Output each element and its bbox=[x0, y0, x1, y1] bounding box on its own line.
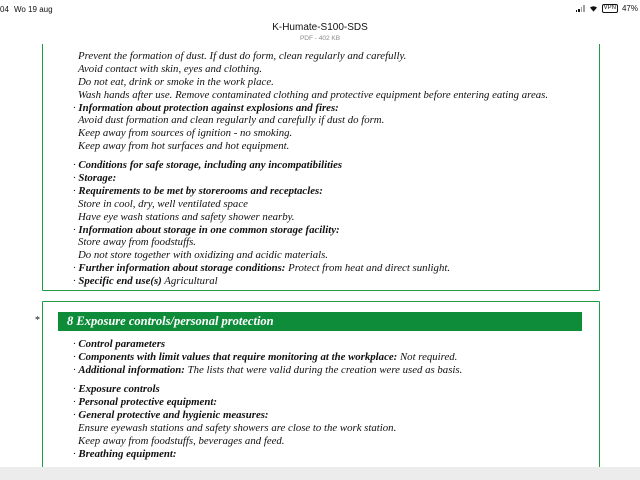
status-bar bbox=[0, 0, 640, 18]
section-7-line: · Specific end use(s) Agricultural bbox=[73, 275, 218, 287]
section-7-line bbox=[78, 114, 384, 126]
section-7-label: Specific end use(s) bbox=[78, 275, 162, 287]
wifi-icon bbox=[589, 5, 598, 12]
section-8-text: Not required. bbox=[397, 351, 458, 363]
section-8-text: The lists that were valid during the creation were used as basis. bbox=[184, 364, 463, 376]
section-7-text: Wash hands after use. Remove contaminated clothing and protective equipment before entering eating areas. bbox=[78, 89, 549, 101]
status-indicators bbox=[576, 4, 638, 13]
status-time: 04 bbox=[0, 5, 9, 14]
section-7-line bbox=[78, 249, 328, 261]
section-7-text: Avoid dust formation and clean regularly and carefully if dust do form. bbox=[78, 114, 385, 126]
section-7-text: Agricultural bbox=[161, 275, 218, 287]
section-7-line bbox=[78, 76, 274, 88]
section-7-line: · Conditions for safe storage, including any incompatibilities bbox=[73, 159, 343, 171]
section-7-label: Further information about storage conditions: bbox=[78, 262, 286, 274]
section-7-text: Have eye wash stations and safety shower nearby. bbox=[78, 211, 295, 223]
section-7-line bbox=[78, 198, 248, 210]
document-meta: PDF - 402 KB bbox=[299, 35, 341, 42]
section-8-line: · Components with limit values that require monitoring at the workplace: Not required. bbox=[73, 351, 458, 363]
battery-percentage: 47% bbox=[621, 4, 638, 13]
section-7-text: Do not eat, drink or smoke in the work place. bbox=[78, 76, 274, 88]
section-8-line: · Personal protective equipment: bbox=[73, 396, 217, 408]
section-7-text: Store away from foodstuffs. bbox=[78, 236, 196, 248]
section-8-label: Personal protective equipment: bbox=[78, 396, 217, 408]
vpn-badge: VPN bbox=[603, 5, 616, 11]
section-7-line bbox=[78, 63, 262, 75]
section-7-line bbox=[78, 140, 289, 152]
section-7-label: Information about storage in one common storage facility: bbox=[78, 224, 340, 236]
document-title: K-Humate-S100-SDS bbox=[272, 22, 368, 33]
section-8-line: · General protective and hygienic measures: bbox=[73, 409, 269, 421]
section-7-line: · Information about storage in one common storage facility: bbox=[73, 224, 340, 236]
section-7-line bbox=[78, 236, 196, 248]
section-7-line: · Further information about storage conditions: Protect from heat and direct sunlight. bbox=[73, 262, 451, 274]
section-8-label: Additional information: bbox=[78, 364, 185, 376]
section-7-text: Store in cool, dry, well ventilated space bbox=[78, 198, 248, 210]
section-8-text: Keep away from foodstuffs, beverages and feed. bbox=[78, 435, 285, 447]
section-8-label: Components with limit values that require monitoring at the workplace: bbox=[78, 351, 398, 363]
section-7-line: · Information about protection against explosions and fires: bbox=[73, 102, 339, 114]
section-8-line: · Control parameters bbox=[73, 338, 166, 350]
cellular-signal-icon bbox=[576, 5, 585, 12]
section-8-heading: 8 Exposure controls/personal protection bbox=[58, 312, 582, 331]
section-7-label: Requirements to be met by storerooms and receptacles: bbox=[78, 185, 323, 197]
section-7-text: Prevent the formation of dust. If dust do form, clean regularly and carefully. bbox=[78, 50, 407, 62]
section-8-line: · Exposure controls bbox=[73, 383, 160, 395]
section-8-text: Ensure eyewash stations and safety showers are close to the work station. bbox=[78, 422, 397, 434]
section-7-line: · Storage: bbox=[73, 172, 117, 184]
section-7-line bbox=[78, 89, 548, 101]
pdf-page[interactable] bbox=[0, 44, 640, 467]
section-7-label: Conditions for safe storage, including any incompatibilities bbox=[78, 159, 343, 171]
section-7-label: Information about protection against explosions and fires: bbox=[78, 102, 339, 114]
section-7-text: Keep away from sources of ignition - no smoking. bbox=[78, 127, 293, 139]
section-7-line bbox=[78, 127, 292, 139]
section-7-text: Do not store together with oxidizing and acidic materials. bbox=[78, 249, 329, 261]
section-7-text: Keep away from hot surfaces and hot equipment. bbox=[78, 140, 290, 152]
section-8-line bbox=[78, 435, 285, 447]
bottom-toolbar bbox=[0, 467, 640, 480]
section-7-text: Avoid contact with skin, eyes and clothing. bbox=[78, 63, 263, 75]
section-7-label: Storage: bbox=[78, 172, 117, 184]
section-8-line: · Breathing equipment: bbox=[73, 448, 177, 460]
section-7-text: Protect from heat and direct sunlight. bbox=[285, 262, 451, 274]
section-8-label: Breathing equipment: bbox=[78, 448, 177, 460]
status-date: Wo 19 aug bbox=[14, 5, 53, 14]
section-7-line: · Requirements to be met by storerooms and receptacles: bbox=[73, 185, 323, 197]
section-8-label: General protective and hygienic measures: bbox=[78, 409, 269, 421]
section-8-label: Control parameters bbox=[78, 338, 166, 350]
section-7-line bbox=[78, 50, 406, 62]
section-8-label: Exposure controls bbox=[78, 383, 160, 395]
revision-marker: * bbox=[35, 315, 40, 326]
section-7-line bbox=[78, 211, 295, 223]
section-8-line: · Additional information: The lists that were valid during the creation were used as basis. bbox=[73, 364, 463, 376]
section-8-line bbox=[78, 422, 396, 434]
